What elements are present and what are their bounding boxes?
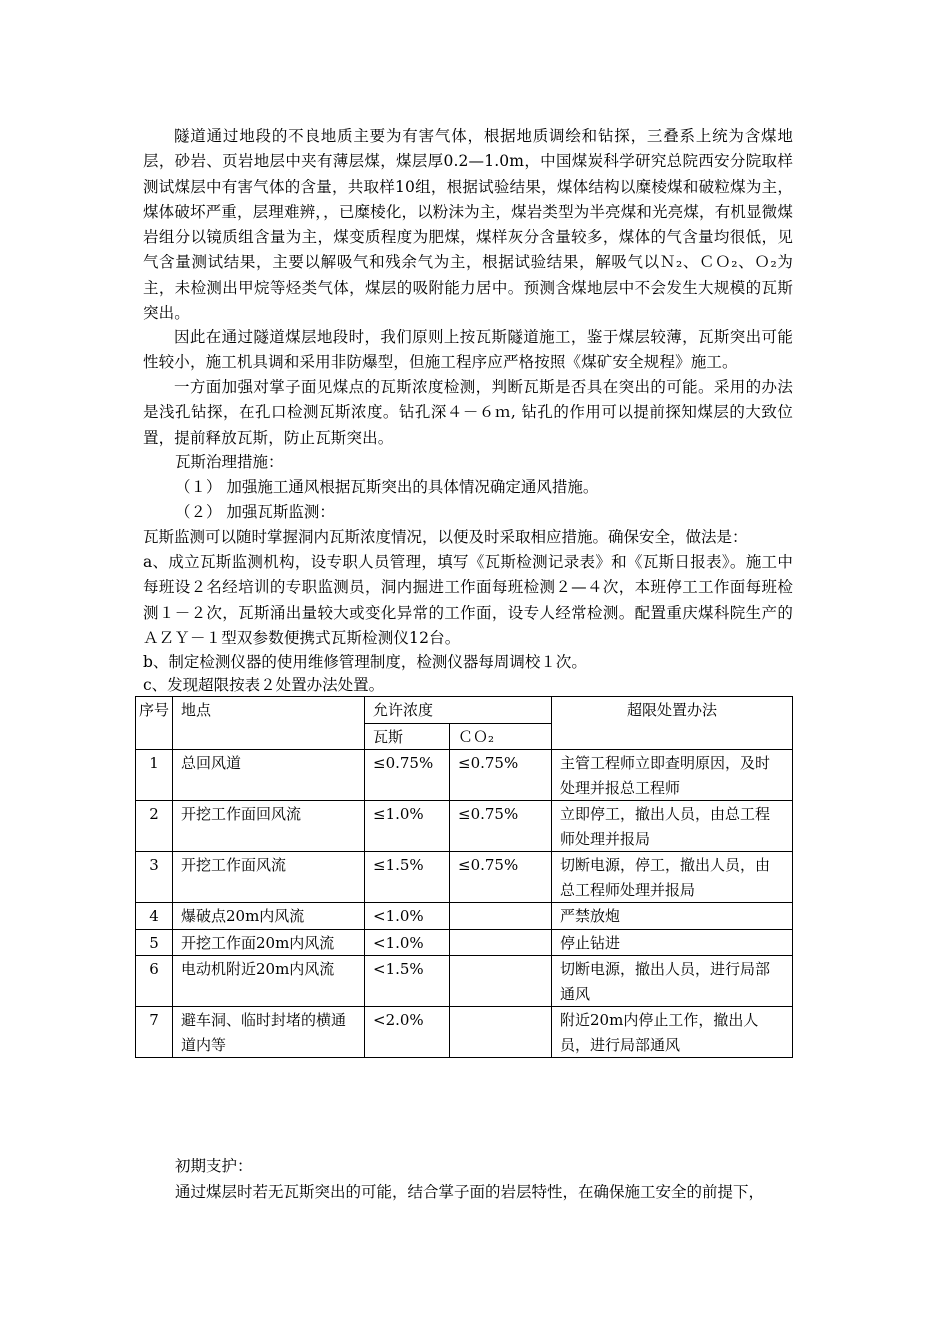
paragraph-item-c: c、发现超限按表２处置办法处置。	[143, 676, 385, 694]
cell-co2: ≤0.75%	[450, 801, 552, 852]
measure-item-1: （１） 加强施工通风根据瓦斯突出的具体情况确定通风措施。	[175, 478, 599, 496]
table-row	[136, 852, 793, 903]
cell-seq: 7	[136, 1007, 173, 1058]
cell-method: 附近20m内停止工作，撤出人员，进行局部通风	[552, 1007, 793, 1058]
cell-location: 总回风道	[173, 750, 365, 801]
cell-co2	[450, 929, 552, 956]
cell-location: 开挖工作面风流	[173, 852, 365, 903]
table-row	[136, 929, 793, 956]
cell-co2	[450, 1007, 552, 1058]
monitor-intro: 瓦斯监测可以随时掌握洞内瓦斯浓度情况，以便及时采取相应措施。确保安全，做法是：	[143, 528, 748, 546]
header-seq: 序号	[136, 697, 173, 750]
cell-seq: 5	[136, 929, 173, 956]
paragraph-construction-principle: 因此在通过隧道煤层地段时，我们原则上按瓦斯隧道施工，鉴于煤层较薄，瓦斯突出可能性较小，施工机具调和采用非防爆型，但施工程序应严格按照《煤矿安全规程》施工。	[143, 328, 793, 372]
paragraph-item-b: b、制定检测仪器的使用维修管理制度，检测仪器每周调校１次。	[143, 653, 587, 671]
cell-seq: 4	[136, 903, 173, 930]
cell-method: 切断电源，停工，撤出人员，由总工程师处理并报局	[552, 852, 793, 903]
support-text: 通过煤层时若无瓦斯突出的可能，结合掌子面的岩层特性，在确保施工安全的前提下，	[175, 1183, 765, 1201]
cell-method: 停止钻进	[552, 929, 793, 956]
table-row	[136, 903, 793, 930]
cell-gas: ≤1.0%	[365, 801, 450, 852]
header-co2: ＣＯ₂	[450, 723, 552, 750]
header-method: 超限处置办法	[552, 697, 793, 750]
cell-gas: <2.0%	[365, 1007, 450, 1058]
table-row	[136, 750, 793, 801]
cell-co2: ≤0.75%	[450, 750, 552, 801]
cell-location: 电动机附近20m内风流	[173, 956, 365, 1007]
header-location: 地点	[173, 697, 365, 750]
cell-location: 爆破点20m内风流	[173, 903, 365, 930]
header-allowed: 允许浓度	[365, 697, 552, 724]
cell-location: 开挖工作面20m内风流	[173, 929, 365, 956]
cell-method: 严禁放炮	[552, 903, 793, 930]
measures-title: 瓦斯治理措施：	[175, 453, 284, 471]
cell-co2: ≤0.75%	[450, 852, 552, 903]
cell-gas: <1.0%	[365, 903, 450, 930]
cell-gas: <1.0%	[365, 929, 450, 956]
cell-seq: 3	[136, 852, 173, 903]
paragraph-geology: 隧道通过地段的不良地质主要为有害气体，根据地质调绘和钻探，三叠系上统为含煤地层，砂岩、页岩地层中夹有薄层煤，煤层厚0.2—1.0m，中国煤炭科学研究总院西安分院取样测试煤层中有害气体的含量，共取样10组，根据试验结果，煤体结构以糜棱煤和破粒煤为主，煤体破坏严重，层理难辨，，已糜棱化，以粉沫为主，煤岩类型为半亮煤和光亮煤，有机显微煤岩组分以镜质组含量为主，煤变质程度为肥煤，煤样灰分含量较多，煤体的气含量均很低，见气含量测试结果，主要以解吸气和残余气为主，根据试验结果，解吸气以Ｎ₂、ＣＯ₂、Ｏ₂为主，未检测出甲烷等烃类气体，煤层的吸附能力居中。预测含煤地层中不会发生大规模的瓦斯突出。	[143, 127, 793, 323]
table-row	[136, 801, 793, 852]
cell-method: 切断电源，撤出人员，进行局部通风	[552, 956, 793, 1007]
support-title: 初期支护：	[175, 1157, 253, 1175]
cell-gas: ≤1.5%	[365, 852, 450, 903]
table-row	[136, 956, 793, 1007]
cell-co2	[450, 903, 552, 930]
cell-location: 开挖工作面回风流	[173, 801, 365, 852]
cell-co2	[450, 956, 552, 1007]
gas-limit-table	[135, 696, 793, 1058]
paragraph-detection: 一方面加强对掌子面见煤点的瓦斯浓度检测，判断瓦斯是否具在突出的可能。采用的办法是浅孔钻探，在孔口检测瓦斯浓度。钻孔深４－６ｍ, 钻孔的作用可以提前探知煤层的大致位置，提前释放瓦斯，防止瓦斯突出。	[143, 378, 793, 447]
cell-method: 立即停工，撤出人员，由总工程师处理并报局	[552, 801, 793, 852]
cell-gas: ≤0.75%	[365, 750, 450, 801]
cell-gas: <1.5%	[365, 956, 450, 1007]
cell-seq: 2	[136, 801, 173, 852]
cell-method: 主管工程师立即查明原因，及时处理并报总工程师	[552, 750, 793, 801]
header-gas: 瓦斯	[365, 723, 450, 750]
paragraph-item-a: a、成立瓦斯监测机构，设专职人员管理，填写《瓦斯检测记录表》和《瓦斯日报表》。施工中每班设２名经培训的专职监测员，洞内掘进工作面每班检测２—４次，本班停工工作面每班检测１－２次，瓦斯涌出量较大或变化异常的工作面，设专人经常检测。配置重庆煤科院生产的ＡＺＹ－１型双参数便携式瓦斯检测仪12台。	[143, 553, 793, 647]
measure-item-2: （２） 加强瓦斯监测：	[175, 503, 335, 521]
table-row	[136, 1007, 793, 1058]
cell-location: 避车洞、临时封堵的横通道内等	[173, 1007, 365, 1058]
cell-seq: 6	[136, 956, 173, 1007]
cell-seq: 1	[136, 750, 173, 801]
table-header-row	[136, 697, 793, 724]
